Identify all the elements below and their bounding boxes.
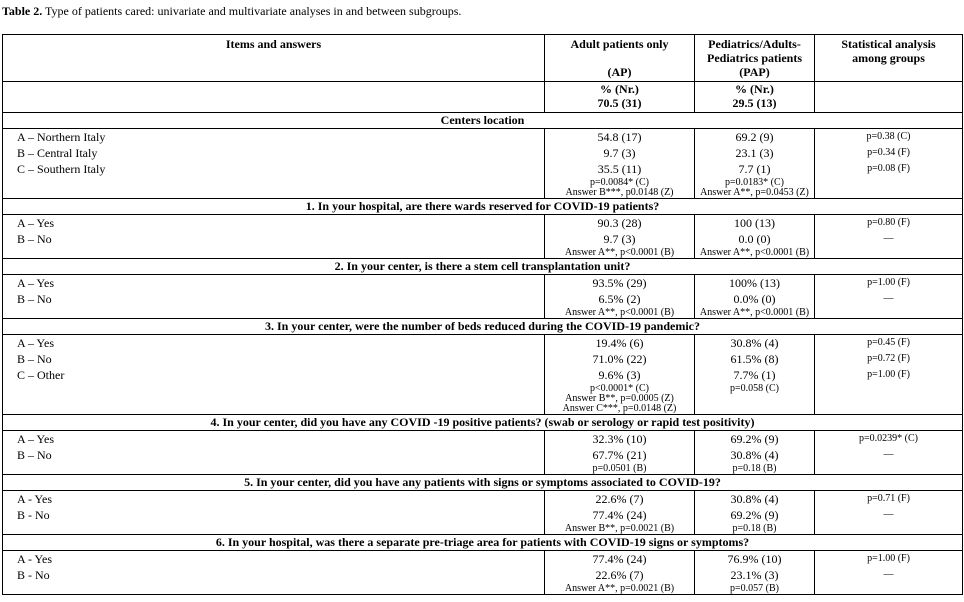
pap-value: 69.2 (9) [735, 130, 774, 144]
stat-cell [815, 491, 963, 535]
stat-value: p=1.00 (F) [867, 553, 910, 564]
stat-value: — [883, 569, 894, 580]
answer-label: A – Yes [17, 336, 55, 350]
pap-cell [695, 431, 815, 475]
header-row [3, 35, 963, 82]
section-header-row [3, 319, 963, 335]
ap-cell [545, 335, 695, 415]
answer-label: A - Yes [17, 492, 53, 506]
pap-note: Answer A**, p<0.0001 (B) [699, 247, 810, 258]
header-pap-line1: Pediatrics/Adults- [708, 37, 801, 51]
pap-cell [695, 335, 815, 415]
stat-cell [815, 431, 963, 475]
ap-note: Answer A**, p<0.0001 (B) [564, 247, 675, 258]
header-ap [545, 35, 695, 82]
table-caption [2, 4, 461, 19]
units-row [3, 82, 963, 113]
pap-cell [695, 215, 815, 259]
pap-note: p=0.057 (B) [730, 583, 779, 594]
ap-note: Answer B***, p0.0148 (Z) [565, 187, 674, 198]
pap-value: 69.2% (9) [730, 508, 779, 522]
ap-cell [545, 215, 695, 259]
stat-cell [815, 129, 963, 199]
section-title: Centers location [3, 113, 963, 129]
header-items [3, 35, 545, 82]
pap-value: 61.5% (8) [730, 352, 779, 366]
pap-cell [695, 551, 815, 595]
section-header-row [3, 199, 963, 215]
answer-label: B – No [17, 292, 52, 306]
stat-cell [815, 335, 963, 415]
pap-cell [695, 491, 815, 535]
ap-value: 77.4% (24) [592, 508, 647, 522]
ap-value: 35.5 (11) [597, 162, 642, 176]
pap-note: Answer A**, p<0.0001 (B) [699, 307, 810, 318]
section-header-row [3, 535, 963, 551]
pap-value: 23.1% (3) [730, 568, 779, 582]
section-header-row [3, 475, 963, 491]
ap-note: Answer B**, p=0.0005 (Z) [565, 393, 674, 404]
header-items-label: Items and answers [225, 37, 322, 51]
stat-value: p=0.38 (C) [866, 131, 911, 142]
pap-value: 76.9% (10) [727, 552, 782, 566]
header-ap-line1: Adult patients only [570, 37, 669, 51]
answer-label: B – Central Italy [17, 146, 98, 160]
pap-value: 7.7 (1) [738, 162, 771, 176]
header-pap [695, 35, 815, 82]
units-pap-total: 29.5 (13) [732, 96, 777, 110]
answer-label: B – No [17, 352, 52, 366]
ap-note: p=0.0084* (C) [590, 177, 649, 188]
pap-cell [695, 275, 815, 319]
pap-value: 69.2% (9) [730, 432, 779, 446]
header-pap-line2: Pediatrics patients [707, 51, 802, 65]
section-title: 2. In your center, is there a stem cell transplantation unit? [3, 259, 963, 275]
pap-note: Answer A**, p=0.0453 (Z) [700, 187, 809, 198]
section-header-row [3, 415, 963, 431]
pap-note: p=0.18 (B) [732, 523, 777, 534]
ap-note: p=0.0501 (B) [592, 463, 647, 474]
ap-value: 22.6% (7) [595, 568, 644, 582]
answer-label: A - Yes [17, 552, 53, 566]
answer-label: B - No [17, 508, 50, 522]
section-body-row [3, 215, 963, 259]
section-header-row [3, 113, 963, 129]
pap-value: 0.0 (0) [738, 232, 771, 246]
stat-value: — [883, 449, 894, 460]
ap-note: p<0.0001* (C) [590, 383, 649, 394]
ap-value: 54.8 (17) [597, 130, 642, 144]
ap-value: 22.6% (7) [595, 492, 644, 506]
section-body-row [3, 335, 963, 415]
ap-cell [545, 275, 695, 319]
answer-label: B – No [17, 232, 52, 246]
ap-value: 6.5% (2) [598, 292, 641, 306]
ap-value: 77.4% (24) [592, 552, 647, 566]
answers-cell [3, 129, 545, 199]
stat-value: p=0.72 (F) [867, 353, 910, 364]
pap-note: p=0.0183* (C) [725, 177, 784, 188]
section-body-row [3, 551, 963, 595]
header-stat [815, 35, 963, 82]
ap-value: 9.7 (3) [603, 146, 636, 160]
section-header-row [3, 259, 963, 275]
stat-value: p=1.00 (F) [867, 369, 910, 380]
stat-value: p=0.08 (F) [867, 163, 910, 174]
ap-note: Answer B**, p=0.0021 (B) [564, 523, 675, 534]
stat-value: p=0.80 (F) [867, 217, 910, 228]
answer-label: A – Yes [17, 432, 55, 446]
ap-note: Answer A**, p<0.0001 (B) [564, 307, 675, 318]
caption-label: Table 2. [2, 4, 43, 18]
answer-label: B - No [17, 568, 50, 582]
header-stat-line2: among groups [852, 51, 925, 65]
answer-label: A – Yes [17, 216, 55, 230]
units-pap [695, 82, 815, 113]
ap-value: 71.0% (22) [592, 352, 647, 366]
stat-value: p=0.34 (F) [867, 147, 910, 158]
section-title: 4. In your center, did you have any COVID -19 positive patients? (swab or serology or rapid test positivity) [3, 415, 963, 431]
answers-cell [3, 491, 545, 535]
units-stat [815, 82, 963, 113]
ap-cell [545, 551, 695, 595]
section-body-row [3, 491, 963, 535]
stat-value: p=0.71 (F) [867, 493, 910, 504]
pap-note: p=0.058 (C) [730, 383, 779, 394]
stat-value: — [883, 293, 894, 304]
header-ap-line2: (AP) [607, 65, 632, 79]
answers-cell [3, 215, 545, 259]
units-ap [545, 82, 695, 113]
answers-cell [3, 335, 545, 415]
answers-cell [3, 275, 545, 319]
pap-value: 30.8% (4) [730, 448, 779, 462]
answer-label: C – Other [17, 368, 65, 382]
ap-value: 9.6% (3) [598, 368, 641, 382]
results-table [2, 34, 963, 595]
stat-value: p=0.0239* (C) [859, 433, 918, 444]
stat-value: p=0.45 (F) [867, 337, 910, 348]
stat-cell [815, 551, 963, 595]
header-stat-line1: Statistical analysis [841, 37, 936, 51]
ap-value: 67.7% (21) [592, 448, 647, 462]
stat-value: — [883, 233, 894, 244]
answer-label: C – Southern Italy [17, 162, 106, 176]
ap-value: 19.4% (6) [595, 336, 644, 350]
ap-cell [545, 129, 695, 199]
ap-cell [545, 431, 695, 475]
ap-cell [545, 491, 695, 535]
section-title: 6. In your hospital, was there a separate pre-triage area for patients with COVID-19 signs or symptoms? [3, 535, 963, 551]
pap-value: 100 (13) [734, 216, 775, 230]
pap-value: 30.8% (4) [730, 336, 779, 350]
ap-value: 9.7 (3) [603, 232, 636, 246]
stat-value: p=1.00 (F) [867, 277, 910, 288]
stat-value: — [883, 509, 894, 520]
answers-cell [3, 431, 545, 475]
units-ap-total: 70.5 (31) [597, 96, 642, 110]
pap-value: 0.0% (0) [733, 292, 776, 306]
header-pap-line3: (PAP) [739, 65, 770, 79]
units-pap-unit: % (Nr.) [735, 82, 774, 96]
section-body-row [3, 275, 963, 319]
answer-label: B – No [17, 448, 52, 462]
units-ap-unit: % (Nr.) [600, 82, 639, 96]
section-title: 3. In your center, were the number of beds reduced during the COVID-19 pandemic? [3, 319, 963, 335]
pap-value: 23.1 (3) [735, 146, 774, 160]
section-body-row [3, 431, 963, 475]
ap-note: Answer C***, p=0.0148 (Z) [562, 403, 677, 414]
answer-label: A – Northern Italy [17, 130, 106, 144]
ap-value: 93.5% (29) [592, 276, 647, 290]
ap-note: Answer A**, p=0.0021 (B) [564, 583, 675, 594]
units-blank [3, 82, 545, 113]
pap-cell [695, 129, 815, 199]
answers-cell [3, 551, 545, 595]
answer-label: A – Yes [17, 276, 55, 290]
ap-value: 32.3% (10) [592, 432, 647, 446]
stat-cell [815, 215, 963, 259]
ap-value: 90.3 (28) [597, 216, 642, 230]
stat-cell [815, 275, 963, 319]
pap-value: 30.8% (4) [730, 492, 779, 506]
section-title: 5. In your center, did you have any patients with signs or symptoms associated to COVID-19? [3, 475, 963, 491]
section-body-row [3, 129, 963, 199]
section-title: 1. In your hospital, are there wards reserved for COVID-19 patients? [3, 199, 963, 215]
caption-text: Type of patients cared: univariate and multivariate analyses in and between subgroups. [42, 4, 462, 18]
pap-note: p=0.18 (B) [732, 463, 777, 474]
pap-value: 7.7% (1) [733, 368, 776, 382]
pap-value: 100% (13) [729, 276, 780, 290]
